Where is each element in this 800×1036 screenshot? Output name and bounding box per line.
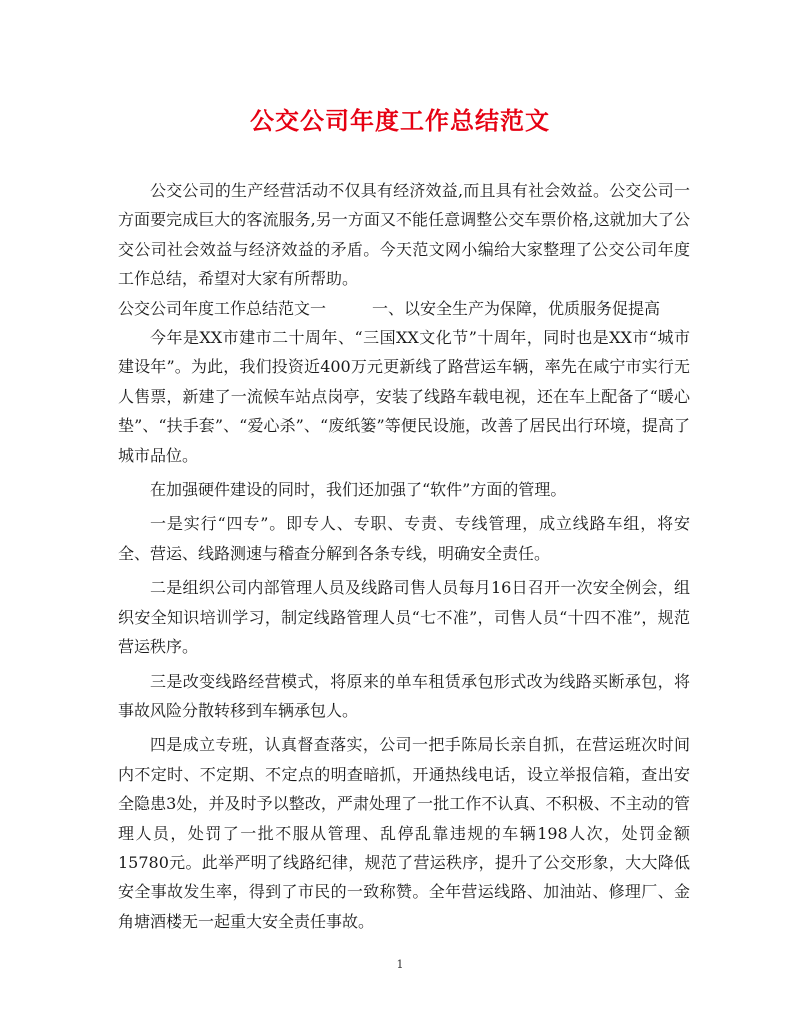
page-number: 1	[396, 958, 404, 971]
body-paragraph: 四是成立专班，认真督查落实，公司一把手陈局长亲自抓，在营运班次时间内不定时、不定期、不定点的明查暗抓，开通热线电话，设立举报信箱，查出安全隐患3处，并及时予以整改，严肃处理了一批工作不认真、不积极、不主动的管理人员，处罚了一批不服从管理、乱停乱靠违规的车辆198人次，处罚金额15780元。此举严明了线路纪律，规范了营运秩序，提升了公交形象，大大降低安全事故发生率，得到了市民的一致称赞。全年营运线路、加油站、修理厂、金角塘酒楼无一起重大安全责任事故。	[118, 735, 690, 931]
body-paragraph: 二是组织公司内部管理人员及线路司售人员每月16日召开一次安全例会，组织安全知识培训学习，制定线路管理人员“七不准”，司售人员“十四不准”，规范营运秩序。	[118, 578, 690, 657]
body-paragraph: 三是改变线路经营模式，将原来的单车租赁承包形式改为线路买断承包，将事故风险分散转移到车辆承包人。	[118, 671, 690, 720]
intro-paragraph: 公交公司的生产经营活动不仅具有经济效益,而且具有社会效益。公交公司一方面要完成巨大的客流服务,另一方面又不能任意调整公交车票价格,这就加大了公交公司社会效益与经济效益的矛盾。今天范文网小编给大家整理了公交公司年度工作总结，希望对大家有所帮助。	[118, 181, 690, 289]
section-label: 公交公司年度工作总结范文一	[118, 298, 327, 318]
body-paragraph: 一是实行“四专”。即专人、专职、专责、专线管理，成立线路车组，将安全、营运、线路测速与稽查分解到各条专线，明确安全责任。	[118, 514, 690, 563]
document-body	[118, 176, 690, 936]
section-heading-line	[118, 294, 690, 323]
body-paragraph: 在加强硬件建设的同时，我们还加强了“软件”方面的管理。	[150, 480, 567, 500]
document-title: 公交公司年度工作总结范文	[250, 106, 550, 135]
section-heading: 一、以安全生产为保障，优质服务促提高	[372, 298, 661, 318]
body-paragraph: 今年是XX市建市二十周年、“三国XX文化节”十周年，同时也是XX市“城市建设年”。为此，我们投资近400万元更新线了路营运车辆，率先在咸宁市实行无人售票，新建了一流候车站点岗亭，安装了线路车载电视，还在车上配备了“暖心垫”、“扶手套”、“爱心杀”、“废纸篓”等便民设施，改善了居民出行环境，提高了城市品位。	[118, 328, 690, 465]
